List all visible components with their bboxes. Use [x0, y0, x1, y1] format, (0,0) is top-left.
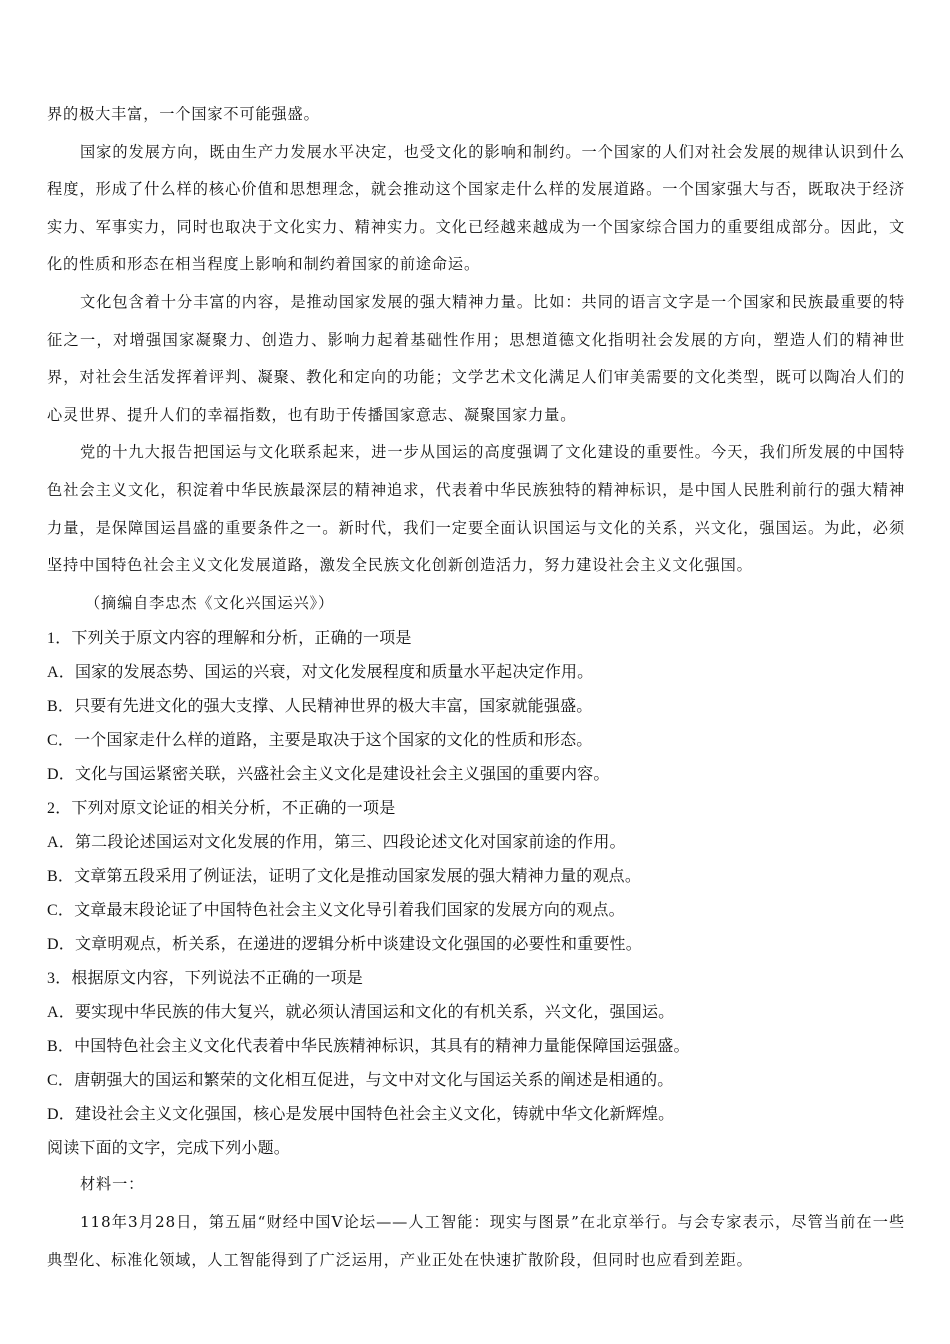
question-option-b: B．只要有先进文化的强大支撑、人民精神世界的极大丰富，国家就能强盛。	[47, 698, 593, 716]
document-page	[47, 96, 905, 1279]
material-paragraph: 118年3月28日，第五届“财经中国V论坛——人工智能：现实与图景”在北京举行。与会专家表示，尽管当前在一些典型化、标准化领域，人工智能得到了广泛运用，产业正处在快速扩散阶段，但同时也应看到差距。	[47, 1212, 905, 1269]
question-option-c: C．唐朝强大的国运和繁荣的文化相互促进，与文中对文化与国运关系的阐述是相通的。	[47, 1072, 674, 1090]
passage-paragraph: 文化包含着十分丰富的内容，是推动国家发展的强大精神力量。比如：共同的语言文字是一个国家和民族最重要的特征之一，对增强国家凝聚力、创造力、影响力起着基础性作用；思想道德文化指明社会发展的方向，塑造人们的精神世界，对社会生活发挥着评判、凝聚、教化和定向的功能；文学艺术文化满足人们审美需要的文化类型，既可以陶冶人们的心灵世界、提升人们的幸福指数，也有助于传播国家意志、凝聚国家力量。	[47, 292, 905, 424]
question-option-b: B．中国特色社会主义文化代表着中华民族精神标识，其具有的精神力量能保障国运强盛。	[47, 1038, 690, 1056]
question-option-a: A．第二段论述国运对文化发展的作用，第三、四段论述文化对国家前途的作用。	[47, 834, 626, 852]
question-option-b: B．文章第五段采用了例证法，证明了文化是推动国家发展的强大精神力量的观点。	[47, 868, 642, 886]
reading-instruction: 阅读下面的文字，完成下列小题。	[47, 1140, 291, 1158]
material-title: 材料一：	[80, 1175, 145, 1194]
question-stem: 3．根据原文内容，下列说法不正确的一项是	[47, 970, 364, 988]
passage-paragraph: 界的极大丰富，一个国家不可能强盛。	[47, 105, 320, 123]
question-option-c: C．一个国家走什么样的道路，主要是取决于这个国家的文化的性质和形态。	[47, 732, 593, 750]
question-option-a: A．要实现中华民族的伟大复兴，就必须认清国运和文化的有机关系，兴文化，强国运。	[47, 1004, 675, 1022]
question-option-d: D．建设社会主义文化强国，核心是发展中国特色社会主义文化，铸就中华文化新辉煌。	[47, 1106, 675, 1124]
question-stem: 1．下列关于原文内容的理解和分析，正确的一项是	[47, 630, 412, 648]
passage-source: （摘编自李忠杰《文化兴国运兴》）	[85, 593, 334, 612]
question-option-a: A．国家的发展态势、国运的兴衰，对文化发展程度和质量水平起决定作用。	[47, 664, 594, 682]
question-3	[47, 962, 905, 1132]
question-2	[47, 792, 905, 962]
question-option-d: D．文化与国运紧密关联，兴盛社会主义文化是建设社会主义强国的重要内容。	[47, 766, 610, 784]
passage	[47, 96, 905, 622]
question-stem: 2．下列对原文论证的相关分析，不正确的一项是	[47, 800, 396, 818]
question-list	[47, 622, 905, 1166]
passage-paragraph: 国家的发展方向，既由生产力发展水平决定，也受文化的影响和制约。一个国家的人们对社会发展的规律认识到什么程度，形成了什么样的核心价值和思想理念，就会推动这个国家走什么样的发展道路。一个国家强大与否，既取决于经济实力、军事实力，同时也取决于文化实力、精神实力。文化已经越来越成为一个国家综合国力的重要组成部分。因此，文化的性质和形态在相当程度上影响和制约着国家的前途命运。	[47, 142, 905, 274]
question-option-d: D．文章明观点，析关系，在递进的逻辑分析中谈建设文化强国的必要性和重要性。	[47, 936, 642, 954]
question-1	[47, 622, 905, 792]
passage-paragraph: 党的十九大报告把国运与文化联系起来，进一步从国运的高度强调了文化建设的重要性。今天，我们所发展的中国特色社会主义文化，积淀着中华民族最深层的精神追求，代表着中华民族独特的精神标识，是中国人民胜利前行的强大精神力量，是保障国运昌盛的重要条件之一。新时代，我们一定要全面认识国运与文化的关系，兴文化，强国运。为此，必须坚持中国特色社会主义文化发展道路，激发全民族文化创新创造活力，努力建设社会主义文化强国。	[47, 443, 905, 575]
material-one	[47, 1166, 905, 1279]
question-option-c: C．文章最末段论证了中国特色社会主义文化导引着我们国家的发展方向的观点。	[47, 902, 625, 920]
